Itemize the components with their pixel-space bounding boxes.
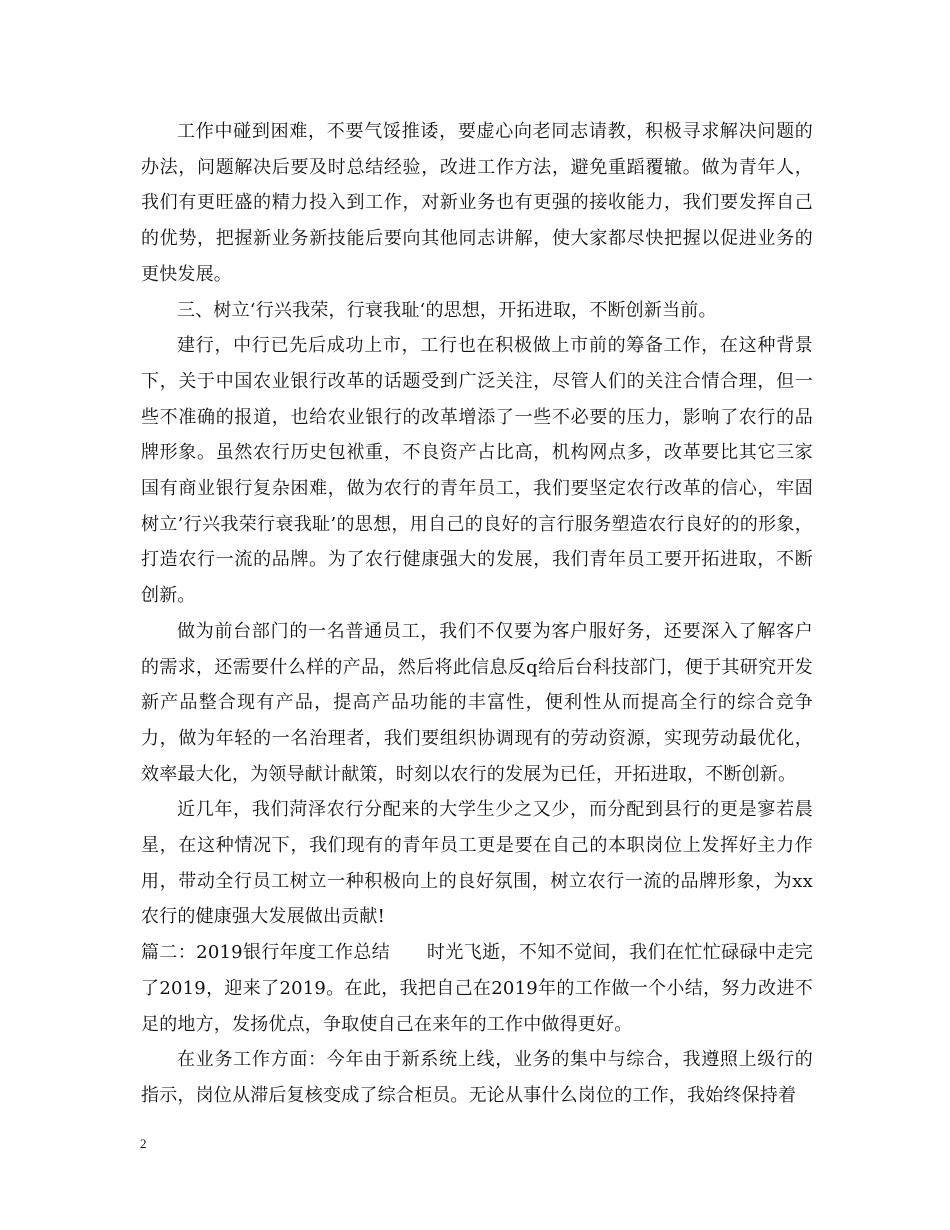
section-heading-three: 三、树立‘行兴我荣，行衰我耻‘的思想，开拓进取，不断创新当前。 — [177, 299, 717, 321]
paragraph-work-difficulties: 工作中碰到困难，不要气馁推诿，要虚心向老同志请教，积极寻求解决问题的办法，问题解决后要及时总结经验，改进工作方法，避免重蹈覆辙。做为青年人，我们有更旺盛的精力投入到工作，对新业务也有更强的接收能力，我们要发挥自己的优势，把握新业务新技能后要向其他同志讲解，使大家都尽快把握以促进业务的更快发展。 — [141, 121, 813, 285]
paragraph-bank-reform: 建行，中行已先后成功上市，工行也在积极做上市前的筹备工作，在这种背景下，关于中国农业银行改革的话题受到广泛关注，尽管人们的关注合情合理，但一些不准确的报道，也给农业银行的改革增添了一些不必要的压力，影响了农行的品牌形象。虽然农行历史包袱重，不良资产占比高，机构网点多，改革要比其它三家国有商业银行复杂困难，做为农行的青年员工，我们要坚定农行改革的信心，牢固树立’行兴我荣行衰我耻’的思想，用自己的良好的言行服务塑造农行良好的的形象，打造农行一流的品牌。为了农行健康强大的发展，我们青年员工要开拓进取，不断创新。 — [141, 335, 813, 607]
paragraph-business-work: 在业务工作方面：今年由于新系统上线，业务的集中与综合，我遵照上级行的指示，岗位从滞后复核变成了综合柜员。无论从事什么岗位的工作，我始终保持着 — [141, 1049, 813, 1106]
paragraph-front-office-staff: 做为前台部门的一名普通员工，我们不仅要为客户服好务，还要深入了解客户的需求，还需要什么样的产品，然后将此信息反q给后台科技部门，便于其研究开发新产品整合现有产品，提高产品功能的丰富性，便利性从而提高全行的综合竞争力，做为年轻的一名治理者，我们要组织协调现有的劳动资源，实现劳动最优化，效率最大化，为领导献计献策，时刻以农行的发展为已任，开拓进取，不断创新。 — [141, 620, 813, 785]
paragraph-young-employees: 近几年，我们菏泽农行分配来的大学生少之又少，而分配到县行的更是寥若晨星，在这种情况下，我们现有的青年员工更是要在自己的本职岗位上发挥好主力作用，带动全行员工树立一种积极向上的良好氛围，树立农行一流的品牌形象，为xx农行的健康强大发展做出贡献! — [141, 799, 813, 928]
page-number: 2 — [140, 1136, 147, 1151]
document-body — [141, 114, 813, 1114]
paragraph-annual-summary: 篇二：2019银行年度工作总结 时光飞逝，不知不觉间，我们在忙忙碌碌中走完了2019，迎来了2019。在此，我把自己在2019年的工作做一个小结，努力改进不足的地方，发扬优点，争取使自己在来年的工作中做得更好。 — [141, 942, 813, 1035]
